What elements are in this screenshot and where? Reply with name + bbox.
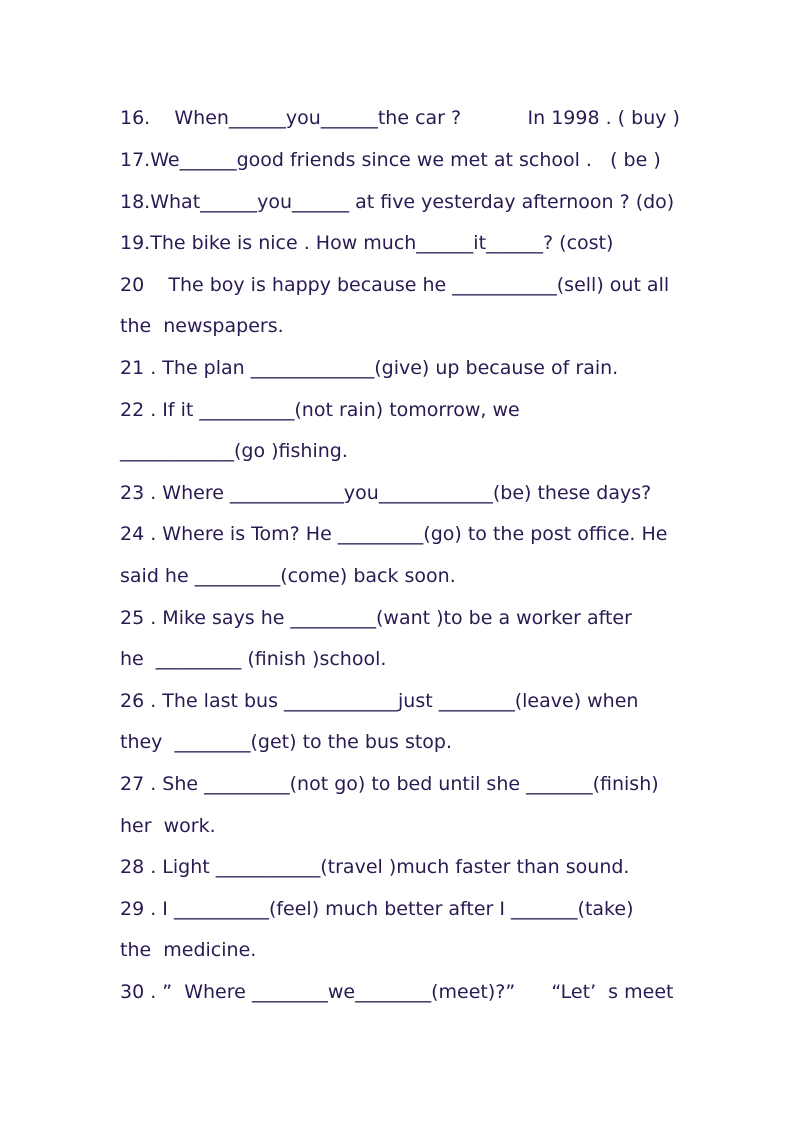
question-18: 18.What______you______ at five yesterday afternoon ? (do) xyxy=(120,191,675,213)
question-27: 27 . She _________(not go) to bed until she _______(finish) xyxy=(120,773,659,795)
question-26: 26 . The last bus ____________just ________(leave) when xyxy=(120,690,639,712)
question-27-cont: her work. xyxy=(120,815,216,837)
question-23: 23 . Where ____________you____________(be) these days? xyxy=(120,482,652,504)
question-24: 24 . Where is Tom? He _________(go) to the post office. He xyxy=(120,523,668,545)
question-28: 28 . Light ___________(travel )much faster than sound. xyxy=(120,856,630,878)
question-22: 22 . If it __________(not rain) tomorrow, we xyxy=(120,399,520,421)
question-22-cont: ____________(go )fishing. xyxy=(120,440,348,462)
question-24-cont: said he _________(come) back soon. xyxy=(120,565,456,587)
question-29-cont: the medicine. xyxy=(120,939,257,961)
question-25-cont: he _________ (finish )school. xyxy=(120,648,387,670)
question-19: 19.The bike is nice . How much______it______? (cost) xyxy=(120,232,614,254)
question-20-cont: the newspapers. xyxy=(120,315,284,337)
question-17: 17.We______good friends since we met at school . ( be ) xyxy=(120,149,661,171)
question-21: 21 . The plan _____________(give) up because of rain. xyxy=(120,357,619,379)
question-16: 16. When______you______the car ? In 1998 . ( buy ) xyxy=(120,107,680,129)
question-29: 29 . I __________(feel) much better after I _______(take) xyxy=(120,898,634,920)
question-20: 20 The boy is happy because he ___________(sell) out all xyxy=(120,274,670,296)
question-26-cont: they ________(get) to the bus stop. xyxy=(120,731,453,753)
question-25: 25 . Mike says he _________(want )to be a worker after xyxy=(120,607,632,629)
question-30: 30 . ” Where ________we________(meet)?” “Let’ s meet xyxy=(120,981,674,1003)
